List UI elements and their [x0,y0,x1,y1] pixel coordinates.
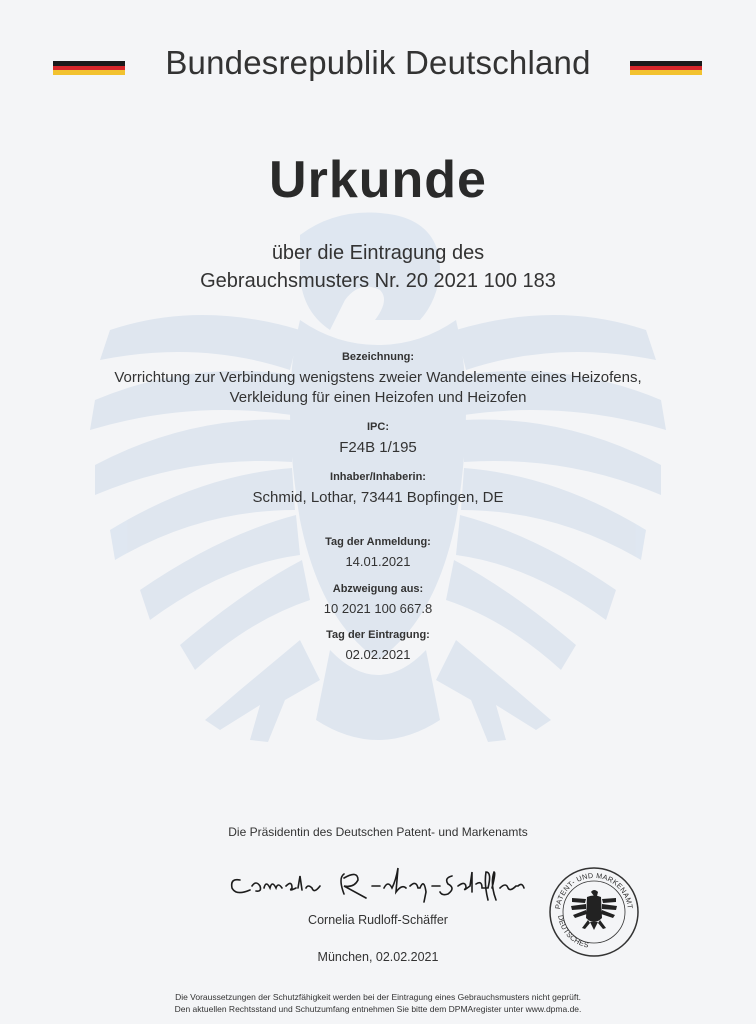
signer-name: Cornelia Rudloff-Schäffer [308,913,448,927]
designation-line-1: Vorrichtung zur Verbindung wenigstens zweier Wandelemente eines Heizofens, [114,369,642,386]
branch-label: Abzweigung aus: [332,583,424,595]
subtitle-line-1: über die Eintragung des [271,242,485,264]
place-and-date: München, 02.02.2021 [317,950,439,964]
german-flag-icon [630,61,702,75]
president-title: Die Präsidentin des Deutschen Patent- und Markenamts [228,825,528,839]
document-title: Urkunde [269,151,487,209]
registration-date-value: 02.02.2021 [345,647,411,662]
legal-note-line-1: Die Voraussetzungen der Schutzfähigkeit werden bei der Eintragung eines Gebrauchsmusters nicht geprüft. [175,992,581,1002]
ipc-label: IPC: [367,421,389,433]
branch-value: 10 2021 100 667.8 [323,601,433,616]
country-name: Bundesrepublik Deutschland [165,44,591,81]
svg-text:DEUTSCHES: DEUTSCHES [556,914,590,950]
ipc-value: F24B 1/195 [339,439,417,456]
filing-date-value: 14.01.2021 [345,554,411,569]
dpma-seal-icon [548,866,640,958]
owner-label: Inhaber/Inhaberin: [330,471,426,483]
header [0,42,756,92]
designation-label: Bezeichnung: [341,351,415,363]
designation-line-2: Verkleidung für einen Heizofen und Heizofen [229,389,527,406]
signature-icon [226,858,556,908]
subtitle-line-2: Gebrauchsmusters Nr. 20 2021 100 183 [200,270,556,292]
registration-date-label: Tag der Eintragung: [326,629,430,641]
svg-text:PATENT- UND MARKENAMT: PATENT- UND MARKENAMT [553,870,635,910]
owner-value: Schmid, Lothar, 73441 Bopfingen, DE [252,489,504,506]
legal-note-line-2: Den aktuellen Rechtsstand und Schutzumfang entnehmen Sie bitte dem DPMAregister unter www.dpma.de. [174,1004,582,1014]
filing-date-label: Tag der Anmeldung: [325,536,431,548]
